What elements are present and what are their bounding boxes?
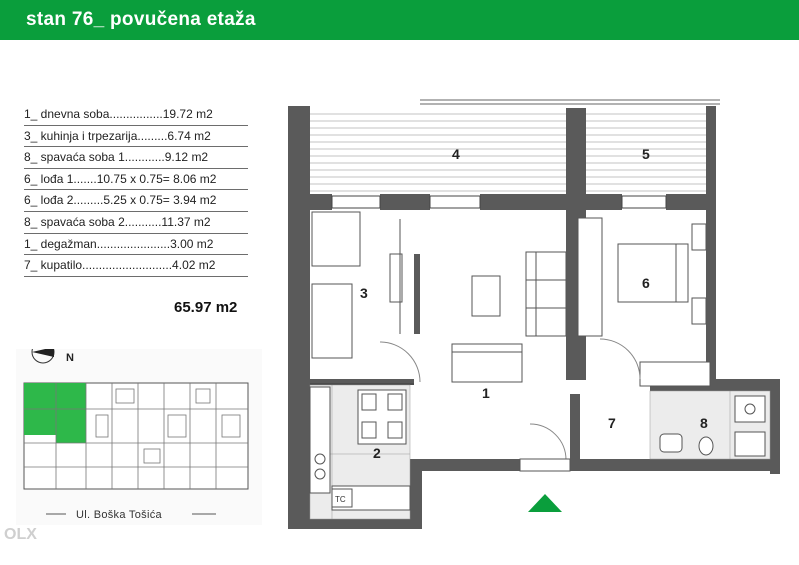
north-label: N [66,352,74,364]
room-row: 3_ kuhinja i trpezarija.........6.74 m2 [24,126,248,148]
page-title: stan 76_ povučena etaža [26,9,256,30]
total-area: 65.97 m2 [174,299,238,316]
north-arrow-icon [32,349,54,363]
room-row: 1_ degažman......................3.00 m2 [24,234,248,256]
site-plan [16,349,262,525]
room-area-list [24,104,248,277]
loggia-hatch [310,108,712,206]
floor-plan [280,94,790,534]
site-plan-drawing [16,349,262,525]
watermark: OLX [4,526,37,543]
room-row: 6_ lođa 1.......10.75 x 0.75= 8.06 m2 [24,169,248,191]
room-label-6: 6 [642,275,650,291]
room-row: 6_ lođa 2.........5.25 x 0.75= 3.94 m2 [24,190,248,212]
room-row: 8_ spavaća soba 1............9.12 m2 [24,147,248,169]
room-label-3: 3 [360,285,368,301]
room-label-4: 4 [452,146,460,162]
room-row: 8_ spavaća soba 2...........11.37 m2 [24,212,248,234]
entrance-arrow-icon [528,494,562,512]
room-label-1: 1 [482,385,490,401]
room-row: 1_ dnevna soba................19.72 m2 [24,104,248,126]
floor-plan-drawing [280,94,790,534]
header-bar [0,0,799,40]
room-label-2: 2 [373,445,381,461]
room-label-5: 5 [642,146,650,162]
room-label-8: 8 [700,415,708,431]
room-label-7: 7 [608,415,616,431]
street-name: Ul. Boška Tošića [76,509,162,521]
room-row: 7_ kupatilo...........................4.02 m2 [24,255,248,277]
street-label [58,509,162,521]
svg-text:TC: TC [335,495,346,504]
